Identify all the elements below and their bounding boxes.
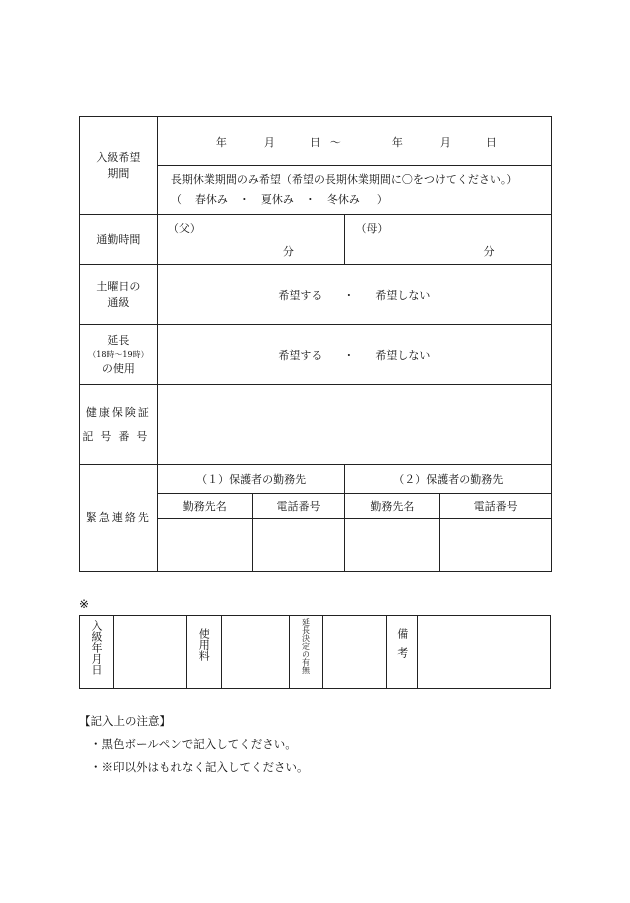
application-form-table xyxy=(79,116,552,572)
extension-label xyxy=(80,325,158,385)
guardian1-workplace-field[interactable] xyxy=(157,519,252,572)
extension-no-option[interactable]: 希望しない xyxy=(375,348,431,362)
fee-label-cell xyxy=(186,616,221,689)
insurance-label-line2: 記号番号 xyxy=(82,429,155,443)
long-vacation-text: 長期休業期間のみ希望（希望の長期休業期間に〇をつけてください。） xyxy=(170,173,518,186)
saturday-label-line2: 通級 xyxy=(107,295,130,309)
notes-heading: 【記入上の注意】 xyxy=(79,714,171,728)
dot: ・ xyxy=(343,288,355,302)
start-day-unit: 日 xyxy=(309,136,321,149)
long-vacation-cell[interactable] xyxy=(157,166,551,215)
end-day-unit: 日 xyxy=(485,136,497,149)
saturday-label-line1: 土曜日の xyxy=(96,279,141,293)
entry-date-label: 入級年月日 xyxy=(89,620,103,675)
vacation-options xyxy=(171,190,551,210)
guardian2-header: （２）保護者の勤務先 xyxy=(345,465,552,494)
insurance-number-field[interactable] xyxy=(157,385,551,465)
period-label-line2: 期間 xyxy=(107,166,130,180)
entry-date-label-cell xyxy=(80,616,114,689)
saturday-label xyxy=(80,265,158,325)
mother-label: （母） xyxy=(355,222,389,235)
extension-label-line3: の使用 xyxy=(101,361,135,375)
saturday-options xyxy=(157,265,551,325)
guardian1-phone-header: 電話番号 xyxy=(252,494,345,519)
period-label xyxy=(80,117,158,215)
extension-decision-field[interactable] xyxy=(323,616,387,689)
start-month-unit: 月 xyxy=(263,136,275,149)
dot: ・ xyxy=(238,193,250,206)
guardian2-phone-header: 電話番号 xyxy=(440,494,552,519)
extension-label-line1: 延長 xyxy=(107,333,130,347)
father-label: （父） xyxy=(167,222,201,235)
winter-vacation-option[interactable]: 冬休み xyxy=(326,193,360,206)
guardian2-phone-field[interactable] xyxy=(440,519,552,572)
guardian1-phone-field[interactable] xyxy=(252,519,345,572)
fee-label: 使用料 xyxy=(197,628,211,661)
summer-vacation-option[interactable]: 夏休み xyxy=(260,193,294,206)
paren-close: ） xyxy=(376,193,388,206)
period-date-range[interactable] xyxy=(157,117,551,166)
fee-field[interactable] xyxy=(221,616,289,689)
commute-father-cell[interactable] xyxy=(157,215,345,265)
office-use-table xyxy=(79,615,551,689)
extension-label-line2: （18時〜19時） xyxy=(88,349,149,359)
dot: ・ xyxy=(304,193,316,206)
remarks-label: 備考 xyxy=(395,628,409,666)
guardian1-header: （１）保護者の勤務先 xyxy=(157,465,345,494)
remarks-label-cell xyxy=(387,616,418,689)
saturday-no-option[interactable]: 希望しない xyxy=(375,288,431,302)
extension-options xyxy=(157,325,551,385)
extension-decision-label: 延長決定の有無 xyxy=(301,618,311,674)
extension-yes-option[interactable]: 希望する xyxy=(278,348,323,362)
father-minutes-unit: 分 xyxy=(282,245,294,258)
guardian1-workplace-header: 勤務先名 xyxy=(157,494,252,519)
guardian2-workplace-field[interactable] xyxy=(345,519,440,572)
range-separator: 〜 xyxy=(329,136,341,149)
extension-decision-label-cell xyxy=(289,616,323,689)
mother-minutes-unit: 分 xyxy=(483,245,495,258)
end-month-unit: 月 xyxy=(439,136,451,149)
commute-label: 通勤時間 xyxy=(80,215,158,265)
emergency-label: 緊急連絡先 xyxy=(80,465,158,572)
start-year-unit: 年 xyxy=(215,136,227,149)
end-year-unit: 年 xyxy=(391,136,403,149)
insurance-label xyxy=(80,385,158,465)
office-use-mark: ※ xyxy=(79,597,90,611)
saturday-yes-option[interactable]: 希望する xyxy=(278,288,323,302)
entry-date-field[interactable] xyxy=(113,616,186,689)
guardian2-workplace-header: 勤務先名 xyxy=(345,494,440,519)
dot: ・ xyxy=(343,348,355,362)
commute-mother-cell[interactable] xyxy=(345,215,552,265)
period-label-line1: 入級希望 xyxy=(96,150,141,164)
note-item-1: ・黒色ボールペンで記入してください。 xyxy=(90,737,297,751)
paren-open: （ xyxy=(170,193,182,206)
insurance-label-line1: 健康保険証 xyxy=(85,405,151,419)
remarks-field[interactable] xyxy=(418,616,551,689)
note-item-2: ・※印以外はもれなく記入してください。 xyxy=(90,760,309,774)
spring-vacation-option[interactable]: 春休み xyxy=(194,193,228,206)
